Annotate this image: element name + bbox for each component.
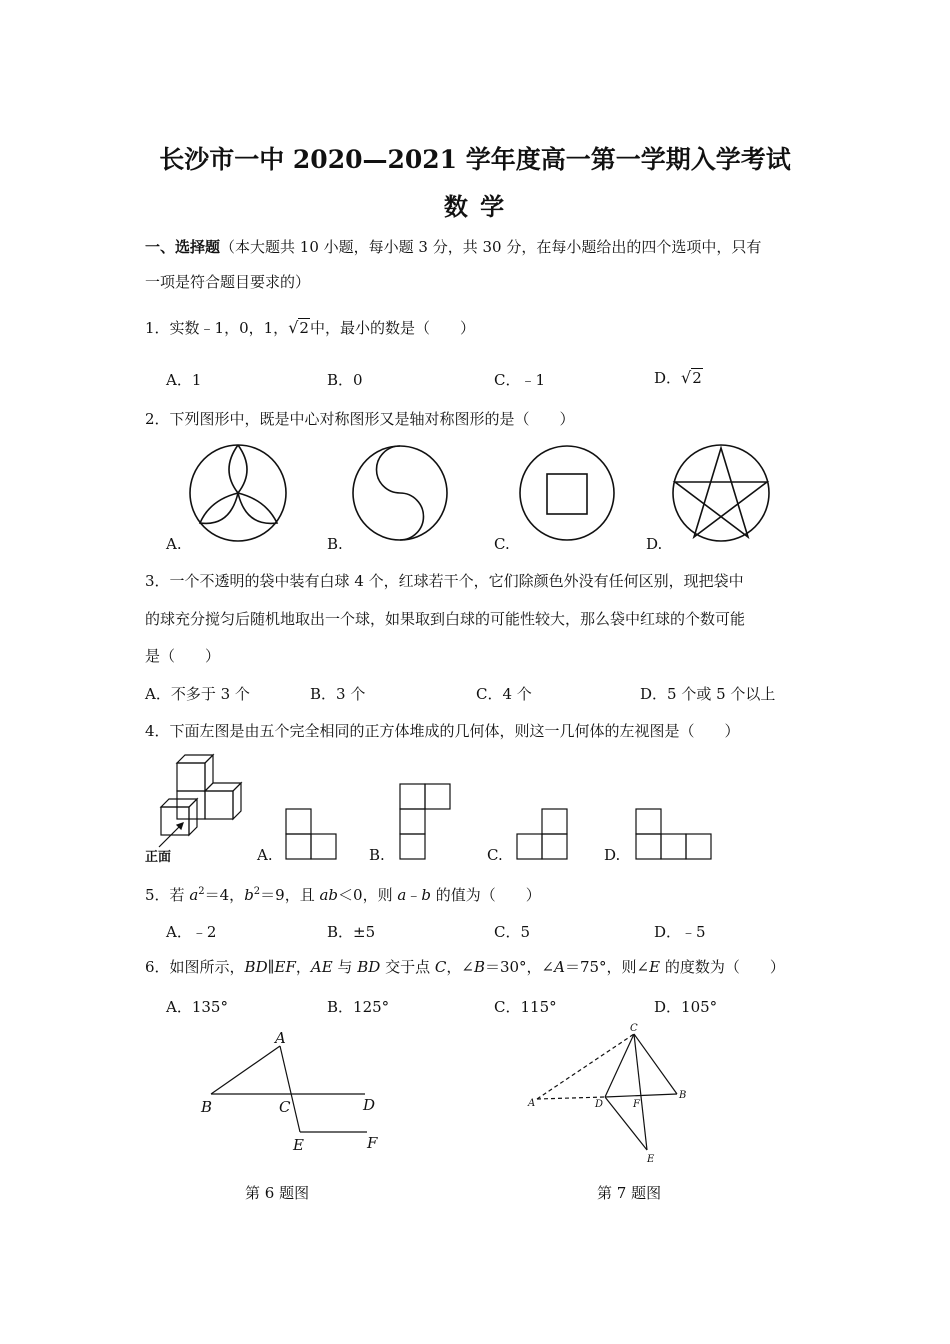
q2-figure-c [520, 445, 620, 545]
q4-label-c: C. [487, 846, 503, 864]
q5-option-d: D．﹣5 [654, 923, 706, 941]
fig7-line-ce [634, 1034, 647, 1150]
fig7-label-b: B [679, 1090, 687, 1101]
figure-7 [525, 1020, 700, 1165]
q1-option-b: B．0 [327, 371, 363, 389]
q4-option-d-figure [635, 808, 715, 863]
q5-option-b: B．±5 [327, 923, 376, 941]
question-4: 4．下面左图是由五个完全相同的正方体堆成的几何体，则这一几何体的左视图是（ ） [145, 722, 740, 740]
q5-option-c: C．5 [494, 923, 531, 941]
section-1-desc-line2: 一项是符合题目要求的） [145, 273, 311, 291]
fig6-caption: 第 6 题图 [245, 1184, 310, 1202]
q1-prefix: 1．实数﹣1，0，1， [145, 319, 289, 337]
q4-solid-figure [155, 755, 250, 855]
q6-option-d: D．105° [654, 998, 718, 1016]
q3-option-b: B．3 个 [310, 685, 366, 703]
q1-option-d-label: D． [654, 369, 682, 387]
q4-option-c-figure [516, 808, 571, 863]
q4-option-a-figure [285, 808, 340, 863]
q4-front-label: 正面 [145, 850, 172, 865]
question-6: 6．如图所示，BD∥EF，AE 与 BD 交于点 C，∠B＝30°，∠A＝75°，则∠E 的度数为（ ） [145, 958, 785, 976]
q4-label-b: B. [369, 846, 385, 864]
q1-option-c: C．﹣1 [494, 371, 546, 389]
q2b-s-curve [377, 446, 424, 540]
q5-option-a: A．﹣2 [166, 923, 217, 941]
fig7-line-de [605, 1097, 647, 1150]
fig7-label-d: D [595, 1099, 604, 1110]
q1-radicand: 2 [299, 319, 309, 337]
figure-6 [195, 1028, 395, 1153]
fig6-label-c: C [279, 1098, 291, 1116]
q1-option-a: A．1 [166, 371, 202, 389]
q2c-outer-circle [520, 446, 614, 540]
q2d-star [675, 448, 767, 537]
question-3-line3: 是（ ） [145, 647, 221, 665]
fig7-label-a: A [528, 1098, 536, 1109]
q4-label-d: D. [604, 846, 621, 864]
fig7-label-c: C [630, 1023, 638, 1034]
q2-label-a: A. [166, 535, 182, 553]
q1-option-d-radicand: 2 [692, 369, 702, 387]
subject-title: 数 学 [443, 192, 507, 221]
q2-label-c: C. [494, 535, 510, 553]
question-1 [145, 318, 475, 338]
q2-label-d: D. [646, 535, 663, 553]
fig6-label-e: E [293, 1136, 304, 1154]
fig6-label-b: B [201, 1098, 213, 1116]
fig7-label-e: E [647, 1154, 655, 1165]
question-5: 5．若 $a^2=4$，$b^2=9$，且 ab＜0，则 a﹣b 的值为（ ） [145, 886, 541, 904]
section-1-intro [145, 237, 761, 257]
fig7-caption: 第 7 题图 [597, 1184, 662, 1202]
fig6-line-ba [211, 1046, 280, 1094]
q2a-top-petal [229, 445, 247, 493]
fig6-label-f: F [367, 1134, 378, 1152]
q2-figure-a [190, 445, 300, 545]
section-1-desc-line1: （本大题共 10 小题，每小题 3 分，共 30 分，在每小题给出的四个选项中，只有 [220, 238, 762, 256]
q2-label-b: B. [327, 535, 343, 553]
question-3-line2: 的球充分搅匀后随机地取出一个球，如果取到白球的可能性较大，那么袋中红球的个数可能 [145, 610, 746, 628]
q6-option-a: A．135° [166, 998, 228, 1016]
q3-option-a: A．不多于 3 个 [145, 685, 250, 703]
q4-label-a: A. [257, 846, 273, 864]
fig6-label-d: D [363, 1096, 376, 1114]
q2c-square [547, 474, 587, 514]
q1-suffix: 中，最小的数是（ ） [309, 319, 475, 337]
question-3-line1: 3．一个不透明的袋中装有白球 4 个，红球若干个，它们除颜色外没有任何区别，现把袋中 [145, 572, 744, 590]
q6-option-b: B．125° [327, 998, 390, 1016]
q2a-left-petal [200, 493, 238, 523]
q2-figure-d [672, 445, 772, 545]
q3-option-c: C．4 个 [476, 685, 532, 703]
section-1-heading: 一、选择题 [145, 238, 221, 256]
fig6-line-ae [280, 1046, 300, 1132]
q4-option-b-figure [399, 783, 454, 863]
q2d-outer-circle [673, 445, 769, 541]
exam-title: 长沙市一中 2020—2021 学年度高一第一学期入学考试 [159, 145, 791, 174]
fig6-label-a: A [275, 1029, 286, 1047]
question-2: 2．下列图形中，既是中心对称图形又是轴对称图形的是（ ） [145, 410, 575, 428]
q3-option-d: D．5 个或 5 个以上 [640, 685, 776, 703]
fig7-label-f: F [633, 1099, 640, 1110]
q2-figure-b [352, 445, 452, 545]
fig7-line-cb [634, 1034, 677, 1094]
q1-sqrt: √2 [288, 318, 309, 337]
q1-option-d: D．√2 [654, 368, 702, 387]
q2a-right-petal [238, 493, 277, 523]
q6-option-c: C．115° [494, 998, 557, 1016]
